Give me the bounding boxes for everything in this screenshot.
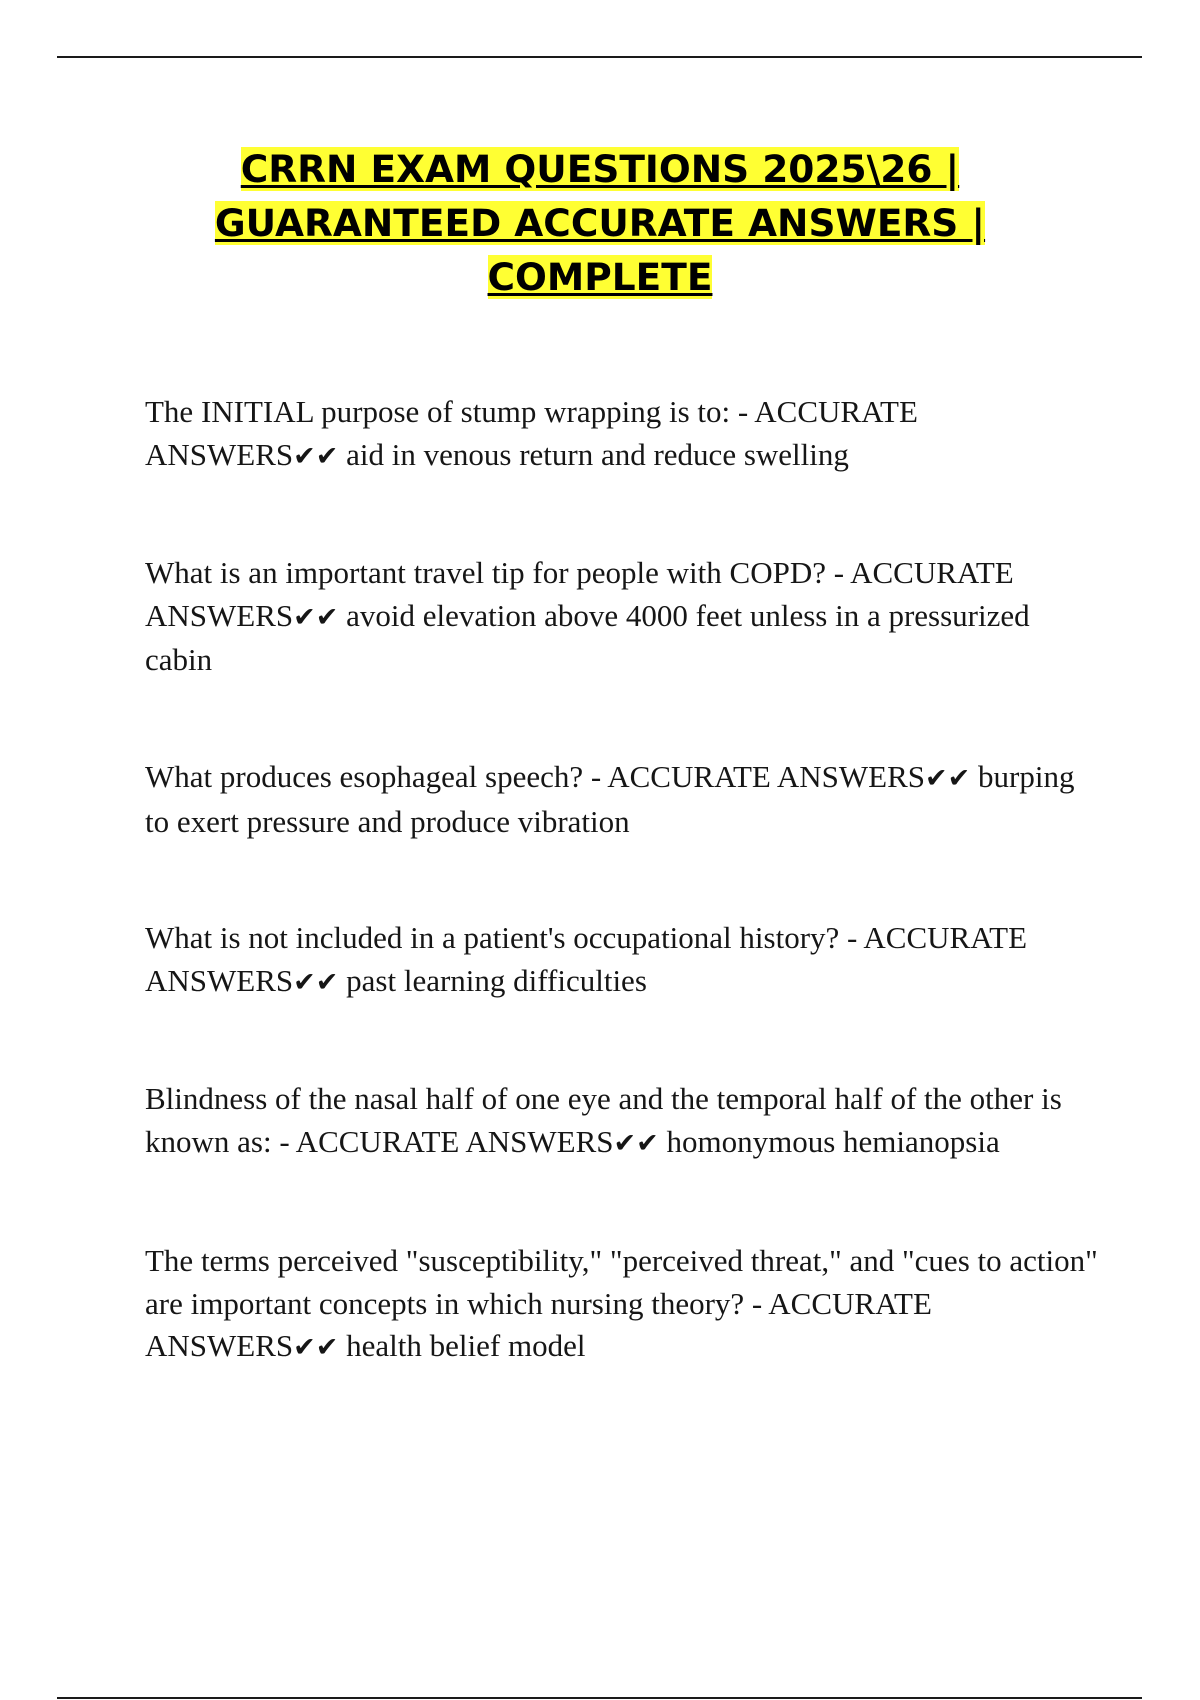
checkmark-icon: ✔✔ — [293, 966, 339, 998]
checkmark-icon: ✔✔ — [293, 601, 339, 633]
document-title — [100, 142, 1100, 304]
question-text: The INITIAL purpose of stump wrapping is to: - ACCURATE ANSWERS — [145, 394, 918, 472]
answer-text: health belief model — [346, 1328, 586, 1363]
question-text: The terms perceived "susceptibility," "perceived threat," and "cues to action" are important concepts in which nursing theory? - ACCURATE ANSWERS — [145, 1243, 1098, 1363]
qa-item-3 — [145, 756, 1100, 843]
title-line-3: COMPLETE — [487, 255, 713, 299]
answer-text: burping to exert pressure and produce vibration — [145, 759, 1075, 839]
footer-rule — [57, 1697, 1142, 1699]
qa-item-1 — [145, 391, 1100, 478]
checkmark-icon: ✔✔ — [613, 1127, 659, 1159]
question-text: What is an important travel tip for people with COPD? - ACCURATE ANSWERS — [145, 555, 1014, 633]
header-rule — [57, 56, 1142, 58]
answer-text: homonymous hemianopsia — [666, 1123, 1000, 1159]
answer-text: avoid elevation above 4000 feet unless in a pressurized cabin — [145, 597, 1030, 677]
question-text: What is not included in a patient's occupational history? - ACCURATE ANSWERS — [145, 920, 1028, 998]
question-text: What produces esophageal speech? - ACCURATE ANSWERS — [145, 759, 926, 794]
checkmark-icon: ✔✔ — [293, 440, 339, 472]
qa-item-5 — [145, 1078, 1100, 1165]
question-text: Blindness of the nasal half of one eye and the temporal half of the other is known as: - ACCURATE ANSWERS — [145, 1081, 1062, 1159]
checkmark-icon: ✔✔ — [293, 1332, 339, 1363]
answer-text: aid in venous return and reduce swelling — [346, 436, 849, 472]
answer-text: past learning difficulties — [346, 962, 647, 998]
qa-item-6 — [145, 1240, 1100, 1370]
checkmark-icon: ✔✔ — [925, 763, 971, 794]
title-line-2: GUARANTEED ACCURATE ANSWERS | — [214, 201, 986, 245]
qa-item-2 — [145, 552, 1100, 682]
title-line-1: CRRN EXAM QUESTIONS 2025\26 | — [240, 147, 960, 191]
qa-item-4 — [145, 917, 1100, 1004]
